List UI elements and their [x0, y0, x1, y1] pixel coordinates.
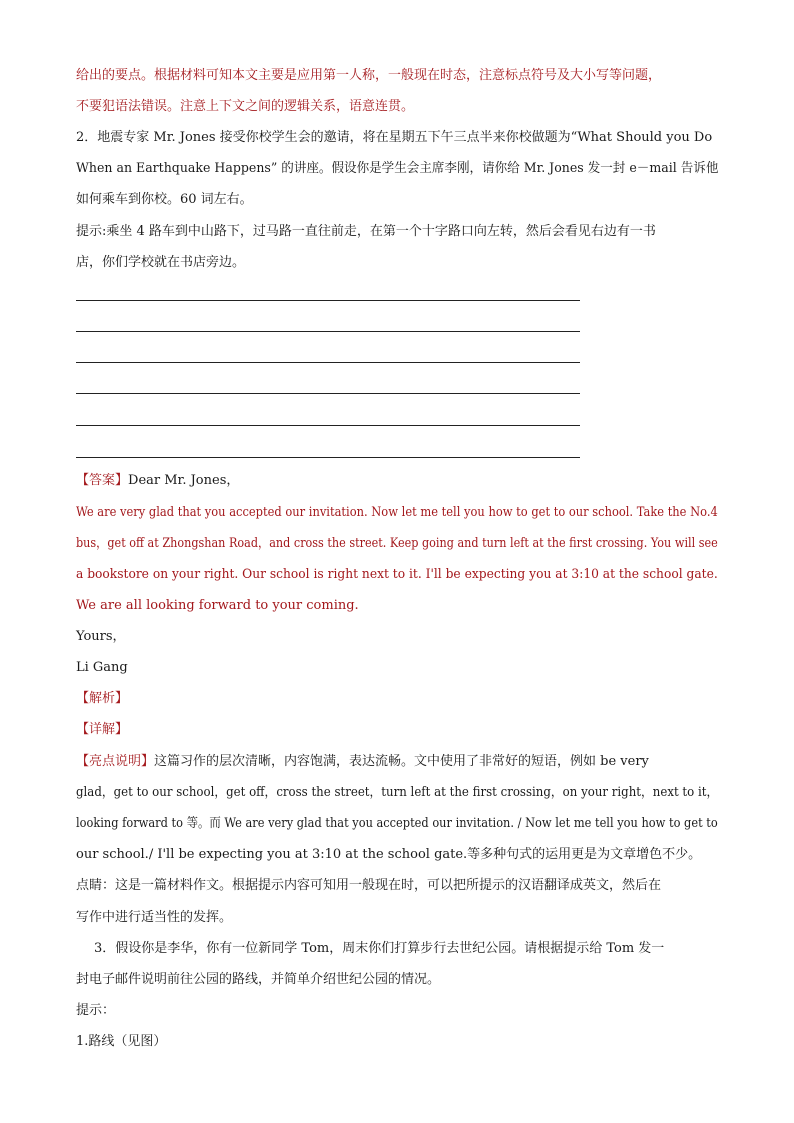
question-3-hint-item-1: 1.路线（见图）	[76, 1034, 167, 1049]
answer-closing: Yours，	[76, 629, 126, 644]
answer-body-line-4: We are all looking forward to your coming.	[76, 598, 359, 613]
question-2-line-3: 如何乘车到你校。60 词左右。	[76, 192, 253, 207]
question-3-hint-label: 提示：	[76, 1003, 116, 1018]
answer-header	[76, 471, 239, 491]
answer-greeting: Dear Mr. Jones，	[128, 473, 240, 488]
answer-body-line-1: We are very glad that you accepted our invitation. Now let me tell you how to get to our school. Take the No.4	[76, 505, 718, 520]
answer-body-line-2: bus，get off at Zhongshan Road，and cross the street. Keep going and turn left at the first crossing. You will see	[76, 536, 718, 551]
comment-line-2: 写作中进行适当性的发挥。	[76, 910, 233, 925]
detail-tag: 【详解】	[76, 722, 129, 737]
question-2-hint-line-2: 店，你们学校就在书店旁边。	[76, 255, 246, 270]
answer-blank-line	[76, 300, 580, 301]
question-3-line-2: 封电子邮件说明前往公园的路线，并简单介绍世纪公园的情况。	[76, 972, 441, 987]
answer-blank-line	[76, 457, 580, 458]
question-3-line-1: 3．假设你是李华，你有一位新同学 Tom，周末你们打算步行去世纪公园。请根据提示给 Tom 发一	[94, 941, 665, 956]
intro-line-1: 给出的要点。根据材料可知本文主要是应用第一人称，一般现在时态，注意标点符号及大小写等问题，	[76, 68, 662, 83]
answer-blank-line	[76, 425, 580, 426]
highlight-tag: 【亮点说明】	[76, 754, 155, 769]
highlight-line-3: looking forward to 等。而 We are very glad that you accepted our invitation. / Now let me tell you how to get to	[76, 816, 718, 831]
analysis-tag: 【解析】	[76, 691, 129, 706]
highlight-text: 这篇习作的层次清晰，内容饱满，表达流畅。文中使用了非常好的短语，例如 be very	[154, 754, 649, 769]
answer-tag: 【答案】	[76, 473, 129, 488]
question-2-line-2: When an Earthquake Happens” 的讲座。假设你是学生会主席李刚，请你给 Mr. Jones 发一封 e－mail 告诉他	[76, 161, 719, 176]
answer-body-line-3: a bookstore on your right. Our school is right next to it. I'll be expecting you at 3:10 at the school gate.	[76, 567, 718, 582]
highlight-line-1	[76, 752, 649, 772]
answer-signature: Li Gang	[76, 660, 128, 675]
highlight-line-2: glad，get to our school，get off，cross the street，turn left at the first crossing，on your right，next to it，	[76, 785, 719, 800]
intro-line-2: 不要犯语法错误。注意上下文之间的逻辑关系，语意连贯。	[76, 99, 415, 114]
question-2-hint-line-1: 提示:乘坐 4 路车到中山路下，过马路一直往前走，在第一个十字路口向左转，然后会看见右边有一书	[76, 224, 656, 239]
highlight-line-4: our school./ I'll be expecting you at 3:10 at the school gate.等多种句式的运用更是为文章增色不少。	[76, 847, 702, 862]
answer-blank-line	[76, 331, 580, 332]
answer-blank-line	[76, 362, 580, 363]
comment-line-1: 点睛：这是一篇材料作文。根据提示内容可知用一般现在时，可以把所提示的汉语翻译成英文，然后在	[76, 878, 662, 893]
question-2-line-1: 2．地震专家 Mr. Jones 接受你校学生会的邀请，将在星期五下午三点半来你校做题为“What Should you Do	[76, 130, 713, 145]
answer-blank-line	[76, 393, 580, 394]
